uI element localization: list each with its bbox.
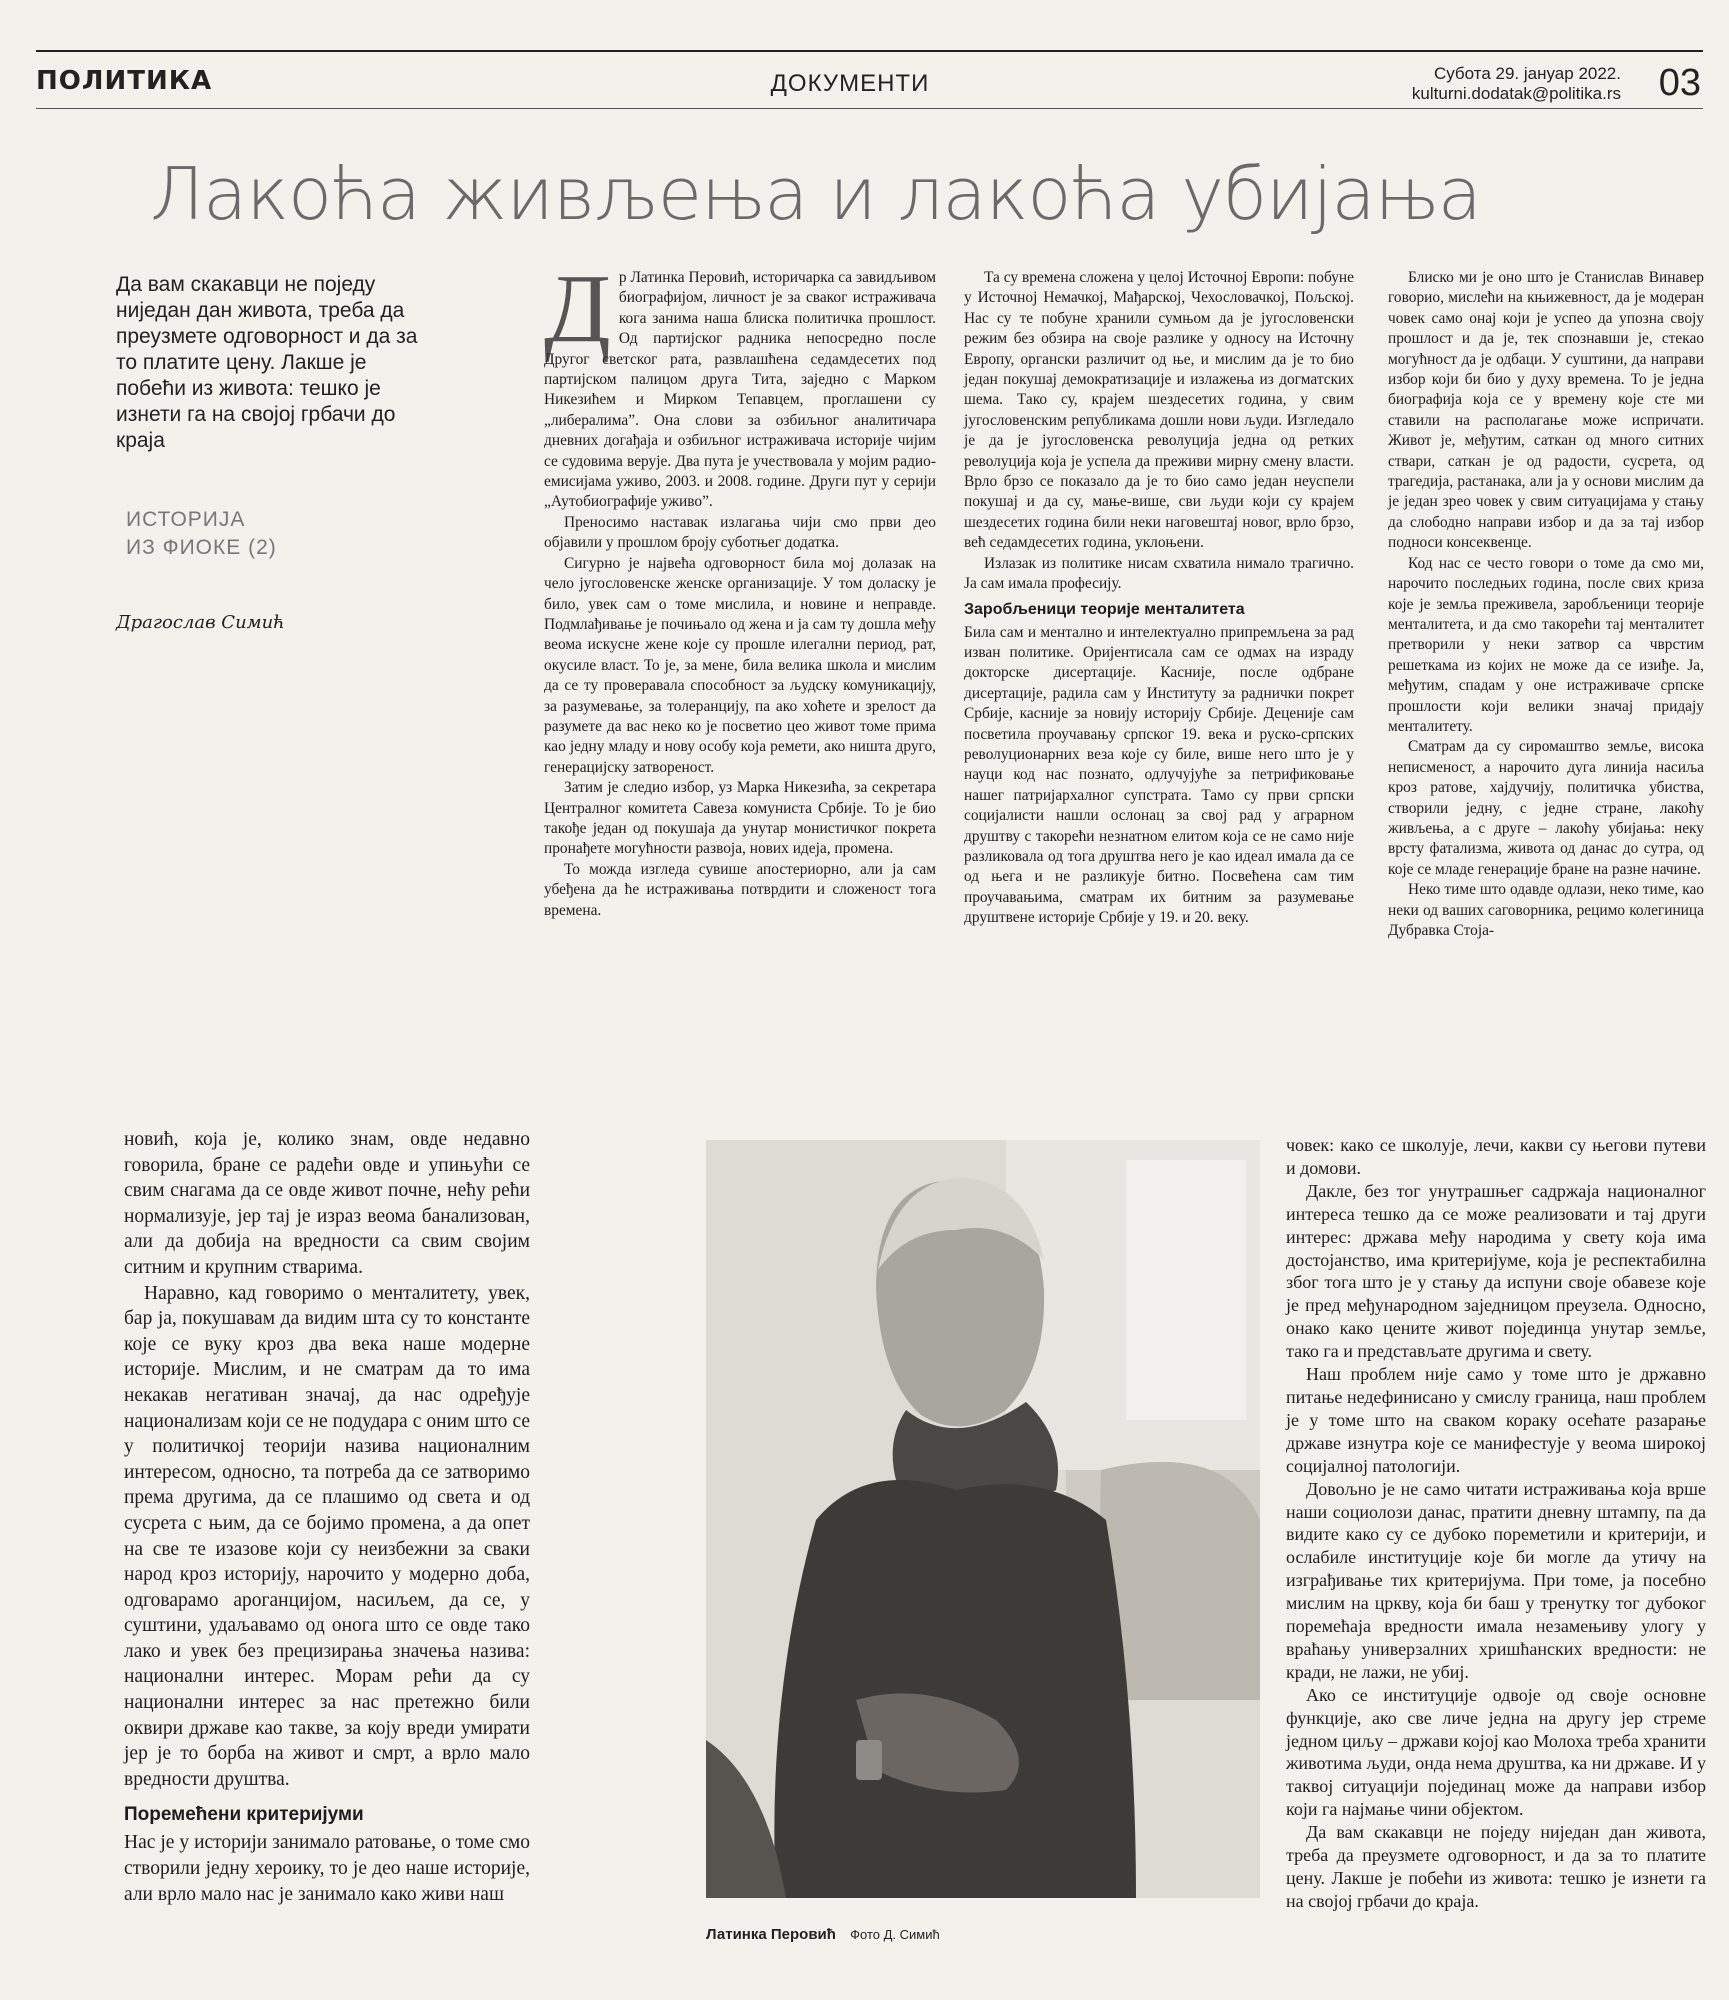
author-byline: Драгослав Симић — [116, 612, 285, 633]
drop-cap: Д — [544, 255, 611, 363]
page-number: 03 — [1658, 62, 1701, 104]
paragraph: Затим је следио избор, уз Марка Никезића, за секретара Централног комитета Савеза комуниста Србије. То је био такође један од покушаја да унутар монистичког покрета пронађете могућности развоја, нових идеја, промена. — [544, 779, 936, 858]
portrait-photo — [706, 1140, 1260, 1898]
article-column-2 — [964, 268, 1354, 929]
paragraph: Наравно, кад говоримо о менталитету, увек, бар ја, покушавам да видим шта су то константе које се вуку кроз два века наше модерне историје. Мислим, и не сматрам да то има некакав негативан значај, да нас одређује национализам који се не подудара с оним што се у политичкој теорији назива националним интересом, односно, та потреба да се затворимо према другима, да се плашимо од света и од сусрета с њим, да се бојимо промена, а да опет на све те изазове који су неизбежни за сваки народ кроз историју, нарочито у модерно доба, одговарамо ароганцијом, насиљем, да се, у суштини, удаљавамо од онога што се овде тако лако и увек без прецизирања значења назива: национални интерес. Морам рећи да су национални интерес за нас претежно били оквири државе као такве, за коју вреди умирати јер је то борба на живот и смрт, а врло мало вредности друштва. — [124, 1282, 530, 1790]
paragraph: Да вам скакавци не поједу ниједан дан живота, треба да преузмете одговорност, и да за то платите цену. Лакше је побећи из живота: тешко је изнети га на својој грбачи до краја. — [1286, 1822, 1706, 1911]
article-column-3 — [1388, 268, 1704, 941]
issue-info — [1412, 64, 1621, 104]
paragraph: Код нас се често говори о томе да смо ми, нарочито последњих година, после свих криза које је земља преживела, заробљеници теорије менталитета, и да смо такорећи тај менталитет претворили у неки затвор са чврстим решеткама из којих не може да се изиђе. Ја, међутим, спадам у оне истраживаче српске прошлости који велики значај придају менталитету. — [1388, 554, 1704, 735]
series-line-1: ИСТОРИЈА — [126, 508, 246, 531]
article-title: Лакоћа живљења и лакоћа убијања — [150, 152, 1481, 236]
paragraph — [544, 255, 936, 513]
subheading: Поремећени критеријуми — [124, 1804, 364, 1826]
portrait-illustration — [706, 1140, 1260, 1898]
paragraph: Дакле, без тог унутрашњег садржаја националног интереса тешко да се може реализовати и тај други интерес: држава међу народима у свету која има достојанство, има критеријуме, која је респектабилна због тога што је у стању да испуни своје обавезе које је пред међународном заједницом преузела. Односно, онако како цените живот појединца унутар земље, тако га и представљате другима и свету. — [1286, 1180, 1706, 1362]
paragraph: Блиско ми је оно што је Станислав Винавер говорио, мислећи на књижевност, да је модеран човек само онај који је успео да упозна своју прошлост и да је, тек спознавши је, стекао могућност да је одбаци. У суштини, да направи избор који би био у духу времена. То је једна биографија која се у времену које сте ми ставили на располагање може испричати. Живот је, међутим, саткан од много ситних ствари, саткан је од радости, сусрета, од трагедија, растанака, али ја у основи мислим да је један зрео човек у свим ситуацијама у стању да слободно направи избор и да за тај избор подноси консеквенце. — [1388, 269, 1704, 552]
article-lead: Да вам скакавци не поједу ниједан дан живота, треба да преузмете одговорност и да за то платите цену. Лакше је побећи из живота: тешко је изнети га на својој грбачи до краја — [116, 273, 418, 452]
paragraph: новић, која је, колико знам, овде недавно говорила, бране се радећи овде и упињући се свим снагама да се овде живот почне, нећу рећи нормализује, јер тај је израз веома банализован, али да добија на вредности са свим својим ситним и крупним стварима. — [124, 1129, 530, 1278]
series-line-2: ИЗ ФИОКЕ (2) — [126, 536, 277, 559]
article-column-5 — [1286, 1134, 1706, 1913]
paragraph: Била сам и ментално и интелектуално припремљена за рад изван политике. Оријентисала сам се одмах на израду докторске дисертације. Касније, после одбране дисертације, радила сам у Институту за раднички покрет Србије, касније за новију историју Србије. Деценије сам посветила проучавању српског 19. века и руско-српских револуционарних веза које су биле, више него што је у науци код нас познато, одлучујуће за петрификовање нашег патријархалног супстрата. Тамо су први српски социјалисти нашли ослонац за свој рад у аграрном друштву с такорећи незнатном елитом која се не само није разликовала од тога друштва него је као идеал имала да се од њега и не разликује битно. Посвећена сам тим проучавањима, сматрам их битним за разумевање друштвене историје Србије у 19. и 20. веку. — [964, 623, 1354, 927]
paragraph: То можда изгледа сувише апостериорно, али ја сам убеђена да ће истраживања потврдити и сложеност тога времена. — [544, 860, 936, 919]
photo-caption — [706, 1926, 940, 1943]
paragraph: Нас је у историји занимало ратовање, о томе смо створили једну хероику, то је део наше историје, али врло мало нас је занимало како живи наш — [124, 1832, 530, 1905]
subheading: Заробљеници теорије менталитета — [964, 600, 1245, 618]
paragraph: Излазак из политике нисам схватила нимало трагично. Ја сам имала професију. — [964, 554, 1354, 593]
paragraph: Та су времена сложена у целој Источној Европи: побуне у Источној Немачкој, Мађарској, Чехословачкој, Пољској. Нас су те побуне хранили сумњом да је југословенски режим без обзира на своје разлике у односу на Источну Европу, органски различит од ње, и мислим да је то био један покушај демократизације и излажења из догматских шема. Тако су, крајем шездесетих година, у свим југословенским републикама дошли нови људи. Изгледало је да је југословенска револуција једна од ретких револуција која је успела да преживи мирну смену власти. Врло брзо се показало да је то био само један неуспели покушај и да су, мање-више, сви људи који су крајем шездесетих година били неки наговештај новог, врло брзо, већ седамдесетих година, уклоњени. — [964, 269, 1354, 552]
paragraph: Преносимо наставак излагања чији смо први део објавили у прошлом броју суботњег додатка. — [544, 513, 936, 552]
issue-date: Субота 29. јануар 2022. — [1433, 64, 1621, 83]
paragraph: човек: како се школује, лечи, какви су његови путеви и домови. — [1286, 1135, 1706, 1178]
series-label — [126, 506, 386, 562]
header-rule-bottom — [36, 108, 1703, 109]
paragraph: Неко тиме што одавде одлази, неко тиме, као неки од ваших саговорника, рецимо колегиница Дубравка Стоја- — [1388, 881, 1704, 939]
paragraph: Ако се институције одвоје од своје основне функције, ако све личе једна на другу јер стреме једном циљу – држави којој као Молоха треба хранити животима људи, онда нема друштва, ка ни државе. И у таквој ситуацији појединац може да направи избор који га најмање чини објектом. — [1286, 1684, 1706, 1820]
paragraph: Сматрам да су сиромаштво земље, висока неписменост, а нарочито дуга линија насиља кроз ратове, хајдучију, политичка убиства, створили једну, с једне стране, лакоћу живљења, а с друге – лакоћу убијања: неку врсту фатализма, живота од данас до сутра, од које се младе генерације бране на разне начине. — [1388, 738, 1704, 878]
article-column-4 — [124, 1127, 530, 1907]
header-rule-top — [36, 50, 1703, 52]
photo-credit: Фото Д. Симић — [850, 1927, 940, 1942]
paragraph: Сигурно је највећа одговорност била мој долазак на чело југословенске женске организације. У том доласку је било, увек сам о томе мислила, и новине и неправде. Подмлађивање је почињало од жена и ја сам ту дошла међу веома искусне жене које су прошле илегални период, рат, окусиле власт. То је, за мене, била велика школа и мислим да се ту проверавала способност за људску комуникацију, за разумевање, за толеранцију, па ако хоћете и зрелост да разумете да вас неко ко је посветио цео живот томе прима као једну младу и нову особу која ремети, ако ништа друго, генерацијску затвореност. — [544, 554, 936, 776]
article-column-1 — [544, 255, 936, 921]
newspaper-logo: ПОЛИТИКА — [36, 66, 213, 96]
paragraph-text: р Латинка Перовић, историчарка са завидљивом биографијом, личност је за сваког истраживача кога занима наша блиска политичка прошлост. Од партијског радника непосредно после Другог светског рата, развлашћена седамдесетих под партијском палицом друга Тита, заједно с Марком Никезићем и Мирком Тепавцем, проглашени су „либералима”. Она слови за озбиљног аналитичара дневних догађаја и озбиљног истраживача историје чијим се судовима верује. Два пута је учествовала у мојим радио-емисијама уживо, 2003. и 2008. године. Други пут у серији „Аутобиографије уживо”. — [544, 269, 936, 511]
paragraph: Довољно је не само читати истраживања која врше наши социолози данас, пратити дневну штампу, па да видите како су се дубоко пореметили и критерији, и ослабиле институције које би могле да утичу на изграђивање тих критеријума. При томе, ја посебно мислим на цркву, која би баш у тренутку тог дубоког поремећаја вредности имала незамењиву улогу у враћању универзалних хришћанских вредности: не кради, не лажи, не убиј. — [1286, 1478, 1706, 1682]
section-name: ДОКУМЕНТИ — [770, 70, 930, 97]
caption-name: Латинка Перовић — [706, 1926, 836, 1943]
issue-email: kulturni.dodatak@politika.rs — [1411, 84, 1621, 103]
paragraph: Наш проблем није само у томе што је државно питање недефинисано у смислу граница, наш проблем је у томе што на сваком кораку осећате разарање државе изнутра које се манифестује у веома широкој социјалној патологији. — [1286, 1364, 1706, 1476]
